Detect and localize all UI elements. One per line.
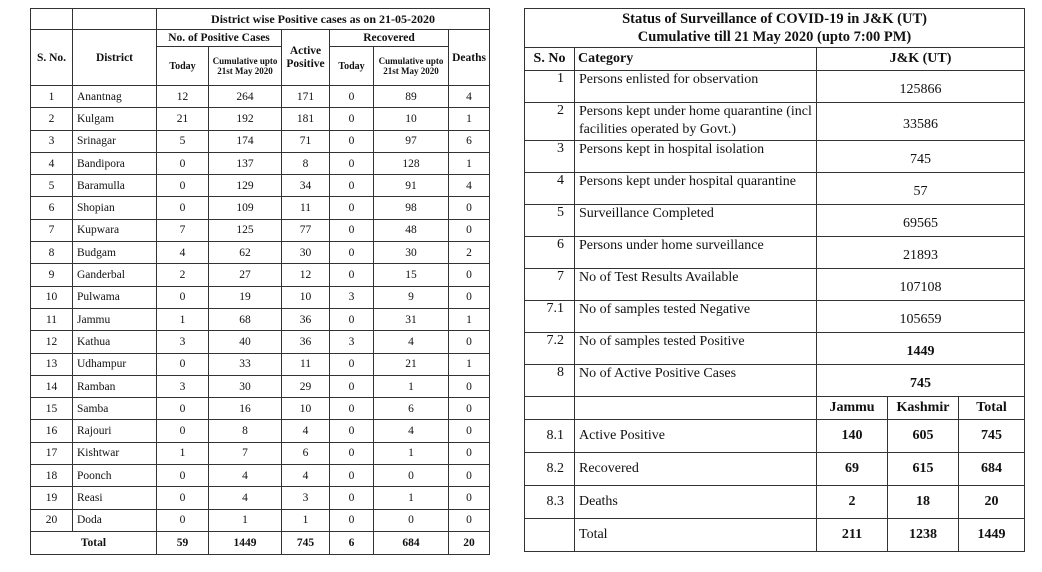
cell-active: 10 [282, 286, 330, 308]
cell-rcum: 0 [374, 465, 449, 487]
district-row [31, 308, 490, 330]
cell-rcum: 30 [374, 242, 449, 264]
cell-sno: 19 [31, 487, 73, 509]
cell-rcum: 4 [374, 331, 449, 353]
cell-rtoday: 0 [330, 86, 374, 108]
split-row [525, 453, 1025, 486]
cell-active: 8 [282, 152, 330, 174]
row-value: 1449 [817, 333, 1025, 365]
cell-deaths: 0 [449, 375, 490, 397]
district-row [31, 442, 490, 464]
header-total: Total [959, 397, 1025, 420]
cell-rtoday: 3 [330, 286, 374, 308]
cell-active: 29 [282, 375, 330, 397]
split-kashmir: 18 [888, 486, 959, 519]
cell-rcum: 6 [374, 398, 449, 420]
cell-rcum: 48 [374, 219, 449, 241]
district-row [31, 465, 490, 487]
cell-today: 3 [157, 375, 209, 397]
cell-cum: 33 [209, 353, 282, 375]
cell-cum: 40 [209, 331, 282, 353]
header-positive-group: No. of Positive Cases [157, 30, 282, 47]
cell-district: Kupwara [73, 219, 157, 241]
cell-rtoday: 0 [330, 152, 374, 174]
row-category: No of Active Positive Cases [575, 365, 817, 397]
header-jk-ut: J&K (UT) [817, 48, 1025, 71]
surveillance-title-line1: Status of Surveillance of COVID-19 in J&K (UT) [622, 11, 927, 27]
header-cumulative: Cumulative upto 21st May 2020 [209, 47, 282, 86]
district-row [31, 242, 490, 264]
header-rec-today: Today [330, 47, 374, 86]
cell-active: 181 [282, 108, 330, 130]
surveillance-row [525, 103, 1025, 141]
cell-district: Budgam [73, 242, 157, 264]
cell-district: Ganderbal [73, 264, 157, 286]
district-row [31, 420, 490, 442]
row-sno: 1 [525, 71, 575, 103]
district-row [31, 108, 490, 130]
cell-district: Samba [73, 398, 157, 420]
header-deaths: Deaths [449, 30, 490, 86]
cell-rtoday: 0 [330, 242, 374, 264]
cell-sno: 8 [31, 242, 73, 264]
district-row [31, 398, 490, 420]
cell-deaths: 0 [449, 219, 490, 241]
split-total: 20 [959, 486, 1025, 519]
split-category: Active Positive [575, 420, 817, 453]
cell-district: Jammu [73, 308, 157, 330]
cell-rtoday: 0 [330, 108, 374, 130]
cell-active: 4 [282, 465, 330, 487]
total-rec-today: 6 [330, 531, 374, 554]
surveillance-row [525, 301, 1025, 333]
cell-rcum: 128 [374, 152, 449, 174]
cell-rtoday: 0 [330, 308, 374, 330]
cell-today: 21 [157, 108, 209, 130]
cell-sno: 18 [31, 465, 73, 487]
cell-active: 1 [282, 509, 330, 531]
cell-deaths: 4 [449, 86, 490, 108]
cell-deaths: 0 [449, 442, 490, 464]
cell-rcum: 98 [374, 197, 449, 219]
cell-today: 0 [157, 353, 209, 375]
district-row [31, 86, 490, 108]
cell-deaths: 4 [449, 175, 490, 197]
split-category: Recovered [575, 453, 817, 486]
cell-active: 36 [282, 308, 330, 330]
split-jammu: 69 [817, 453, 888, 486]
cell-rtoday: 0 [330, 465, 374, 487]
cell-sno: 12 [31, 331, 73, 353]
row-sno: 2 [525, 103, 575, 141]
cell-deaths: 2 [449, 242, 490, 264]
total-today: 59 [157, 531, 209, 554]
cell-rcum: 21 [374, 353, 449, 375]
district-rows [31, 86, 490, 532]
row-value: 33586 [817, 103, 1025, 141]
cell-deaths: 6 [449, 130, 490, 152]
split-rows [525, 420, 1025, 552]
cell-cum: 264 [209, 86, 282, 108]
total-deaths: 20 [449, 531, 490, 554]
cell-cum: 30 [209, 375, 282, 397]
cell-today: 2 [157, 264, 209, 286]
cell-rtoday: 0 [330, 420, 374, 442]
cell-cum: 137 [209, 152, 282, 174]
cell-today: 0 [157, 286, 209, 308]
cell-today: 0 [157, 175, 209, 197]
cell-rtoday: 0 [330, 197, 374, 219]
cell-district: Ramban [73, 375, 157, 397]
cell-cum: 1 [209, 509, 282, 531]
total-active: 745 [282, 531, 330, 554]
cell-rtoday: 0 [330, 398, 374, 420]
split-sno: 8.2 [525, 453, 575, 486]
cell-district: Udhampur [73, 353, 157, 375]
header-rec-cumulative: Cumulative upto 21st May 2020 [374, 47, 449, 86]
header-sno: S. No [525, 48, 575, 71]
header-recovered-group: Recovered [330, 30, 449, 47]
cell-cum: 109 [209, 197, 282, 219]
cell-rtoday: 3 [330, 331, 374, 353]
split-row [525, 519, 1025, 552]
cell-rcum: 97 [374, 130, 449, 152]
cell-deaths: 0 [449, 465, 490, 487]
cell-today: 1 [157, 308, 209, 330]
cell-rtoday: 0 [330, 487, 374, 509]
cell-rtoday: 0 [330, 264, 374, 286]
cell-deaths: 0 [449, 398, 490, 420]
surveillance-row [525, 141, 1025, 173]
surveillance-panel [524, 8, 1024, 552]
cell-rcum: 89 [374, 86, 449, 108]
cell-cum: 125 [209, 219, 282, 241]
cell-rtoday: 0 [330, 130, 374, 152]
surveillance-table [524, 8, 1025, 552]
cell-rtoday: 0 [330, 219, 374, 241]
cell-district: Reasi [73, 487, 157, 509]
row-category: No of samples tested Positive [575, 333, 817, 365]
district-table-title: District wise Positive cases as on 21-05-2020 [157, 9, 490, 30]
cell-sno: 2 [31, 108, 73, 130]
cell-rcum: 10 [374, 108, 449, 130]
surveillance-row [525, 365, 1025, 397]
surveillance-row [525, 205, 1025, 237]
split-row [525, 486, 1025, 519]
row-value: 57 [817, 173, 1025, 205]
cell-today: 0 [157, 420, 209, 442]
split-sno [525, 519, 575, 552]
cell-deaths: 1 [449, 353, 490, 375]
cell-rcum: 0 [374, 509, 449, 531]
cell-rcum: 4 [374, 420, 449, 442]
row-category: Persons kept under home quarantine (incl facilities operated by Govt.) [575, 103, 817, 141]
row-category: No of Test Results Available [575, 269, 817, 301]
cell-active: 34 [282, 175, 330, 197]
cell-district: Rajouri [73, 420, 157, 442]
row-value: 21893 [817, 237, 1025, 269]
surveillance-row [525, 173, 1025, 205]
district-row [31, 264, 490, 286]
cell-cum: 7 [209, 442, 282, 464]
district-row [31, 509, 490, 531]
cell-district: Doda [73, 509, 157, 531]
header-kashmir: Kashmir [888, 397, 959, 420]
cell-rcum: 1 [374, 487, 449, 509]
cell-cum: 19 [209, 286, 282, 308]
header-district: District [73, 30, 157, 86]
cell-deaths: 1 [449, 152, 490, 174]
row-sno: 4 [525, 173, 575, 205]
row-sno: 5 [525, 205, 575, 237]
cell-deaths: 0 [449, 420, 490, 442]
row-sno: 6 [525, 237, 575, 269]
split-header-row [525, 397, 1025, 420]
cell-active: 3 [282, 487, 330, 509]
cell-deaths: 0 [449, 197, 490, 219]
cell-active: 4 [282, 420, 330, 442]
cell-sno: 7 [31, 219, 73, 241]
cell-rtoday: 0 [330, 442, 374, 464]
cell-sno: 15 [31, 398, 73, 420]
district-row [31, 353, 490, 375]
cell-today: 7 [157, 219, 209, 241]
district-row [31, 375, 490, 397]
surveillance-row [525, 71, 1025, 103]
cell-sno: 5 [31, 175, 73, 197]
total-label: Total [31, 531, 157, 554]
cell-today: 0 [157, 465, 209, 487]
cell-sno: 9 [31, 264, 73, 286]
surveillance-row [525, 269, 1025, 301]
split-kashmir: 605 [888, 420, 959, 453]
cell-rtoday: 0 [330, 353, 374, 375]
row-value: 125866 [817, 71, 1025, 103]
split-sno: 8.1 [525, 420, 575, 453]
row-category: No of samples tested Negative [575, 301, 817, 333]
cell-sno: 14 [31, 375, 73, 397]
row-value: 745 [817, 141, 1025, 173]
cell-district: Kulgam [73, 108, 157, 130]
cell-sno: 13 [31, 353, 73, 375]
header-today: Today [157, 47, 209, 86]
cell-today: 0 [157, 509, 209, 531]
cell-deaths: 0 [449, 286, 490, 308]
surveillance-title-line2: Cumulative till 21 May 2020 (upto 7:00 PM) [637, 29, 912, 45]
split-category: Deaths [575, 486, 817, 519]
cell-cum: 27 [209, 264, 282, 286]
cell-today: 1 [157, 442, 209, 464]
cell-district: Poonch [73, 465, 157, 487]
cell-district: Bandipora [73, 152, 157, 174]
district-row [31, 487, 490, 509]
cell-deaths: 1 [449, 308, 490, 330]
row-sno: 7.1 [525, 301, 575, 333]
cell-rcum: 15 [374, 264, 449, 286]
cell-cum: 129 [209, 175, 282, 197]
cell-deaths: 0 [449, 509, 490, 531]
cell-rcum: 9 [374, 286, 449, 308]
district-row [31, 152, 490, 174]
cell-deaths: 0 [449, 331, 490, 353]
cell-cum: 68 [209, 308, 282, 330]
surveillance-title [525, 9, 1025, 48]
cell-district: Kathua [73, 331, 157, 353]
district-row [31, 331, 490, 353]
district-cases-panel [30, 8, 489, 555]
row-sno: 8 [525, 365, 575, 397]
district-row [31, 197, 490, 219]
split-jammu: 140 [817, 420, 888, 453]
cell-rtoday: 0 [330, 375, 374, 397]
cell-today: 4 [157, 242, 209, 264]
header-category: Category [575, 48, 817, 71]
split-total: 745 [959, 420, 1025, 453]
row-category: Persons enlisted for observation [575, 71, 817, 103]
cell-active: 30 [282, 242, 330, 264]
row-sno: 3 [525, 141, 575, 173]
split-kashmir: 615 [888, 453, 959, 486]
cell-cum: 174 [209, 130, 282, 152]
cell-today: 0 [157, 398, 209, 420]
cell-district: Shopian [73, 197, 157, 219]
district-cases-table [30, 8, 490, 555]
cell-active: 36 [282, 331, 330, 353]
row-category: Persons kept in hospital isolation [575, 141, 817, 173]
cell-active: 10 [282, 398, 330, 420]
cell-sno: 20 [31, 509, 73, 531]
cell-sno: 1 [31, 86, 73, 108]
row-value: 107108 [817, 269, 1025, 301]
row-value: 105659 [817, 301, 1025, 333]
cell-cum: 62 [209, 242, 282, 264]
cell-active: 11 [282, 353, 330, 375]
row-category: Surveillance Completed [575, 205, 817, 237]
district-row [31, 219, 490, 241]
row-category: Persons kept under hospital quarantine [575, 173, 817, 205]
cell-sno: 17 [31, 442, 73, 464]
row-sno: 7 [525, 269, 575, 301]
split-sno: 8.3 [525, 486, 575, 519]
cell-active: 77 [282, 219, 330, 241]
cell-deaths: 1 [449, 108, 490, 130]
header-sno: S. No. [31, 30, 73, 86]
cell-today: 0 [157, 487, 209, 509]
cell-active: 11 [282, 197, 330, 219]
cell-district: Anantnag [73, 86, 157, 108]
cell-deaths: 0 [449, 487, 490, 509]
cell-sno: 11 [31, 308, 73, 330]
cell-today: 5 [157, 130, 209, 152]
cell-cum: 8 [209, 420, 282, 442]
cell-cum: 16 [209, 398, 282, 420]
cell-today: 0 [157, 152, 209, 174]
cell-rcum: 1 [374, 442, 449, 464]
cell-sno: 6 [31, 197, 73, 219]
split-category: Total [575, 519, 817, 552]
district-total-row [31, 531, 490, 554]
row-sno: 7.2 [525, 333, 575, 365]
split-total: 684 [959, 453, 1025, 486]
cell-sno: 4 [31, 152, 73, 174]
cell-district: Pulwama [73, 286, 157, 308]
cell-cum: 4 [209, 487, 282, 509]
cell-active: 12 [282, 264, 330, 286]
cell-district: Baramulla [73, 175, 157, 197]
split-jammu: 2 [817, 486, 888, 519]
cell-deaths: 0 [449, 264, 490, 286]
cell-rtoday: 0 [330, 175, 374, 197]
cell-active: 6 [282, 442, 330, 464]
cell-today: 0 [157, 197, 209, 219]
cell-district: Srinagar [73, 130, 157, 152]
split-kashmir: 1238 [888, 519, 959, 552]
surveillance-row [525, 237, 1025, 269]
cell-today: 3 [157, 331, 209, 353]
cell-active: 71 [282, 130, 330, 152]
cell-cum: 192 [209, 108, 282, 130]
cell-district: Kishtwar [73, 442, 157, 464]
row-value: 69565 [817, 205, 1025, 237]
header-active: Active Positive [282, 30, 330, 86]
district-row [31, 175, 490, 197]
cell-sno: 3 [31, 130, 73, 152]
split-total: 1449 [959, 519, 1025, 552]
cell-rcum: 91 [374, 175, 449, 197]
cell-rcum: 31 [374, 308, 449, 330]
cell-cum: 4 [209, 465, 282, 487]
split-jammu: 211 [817, 519, 888, 552]
cell-today: 12 [157, 86, 209, 108]
cell-sno: 16 [31, 420, 73, 442]
total-rec-cumulative: 684 [374, 531, 449, 554]
cell-sno: 10 [31, 286, 73, 308]
cell-rtoday: 0 [330, 509, 374, 531]
total-cumulative: 1449 [209, 531, 282, 554]
cell-active: 171 [282, 86, 330, 108]
cell-rcum: 1 [374, 375, 449, 397]
split-row [525, 420, 1025, 453]
row-category: Persons under home surveillance [575, 237, 817, 269]
district-row [31, 130, 490, 152]
row-value: 745 [817, 365, 1025, 397]
header-jammu: Jammu [817, 397, 888, 420]
surveillance-row [525, 333, 1025, 365]
district-row [31, 286, 490, 308]
surveillance-rows [525, 71, 1025, 397]
